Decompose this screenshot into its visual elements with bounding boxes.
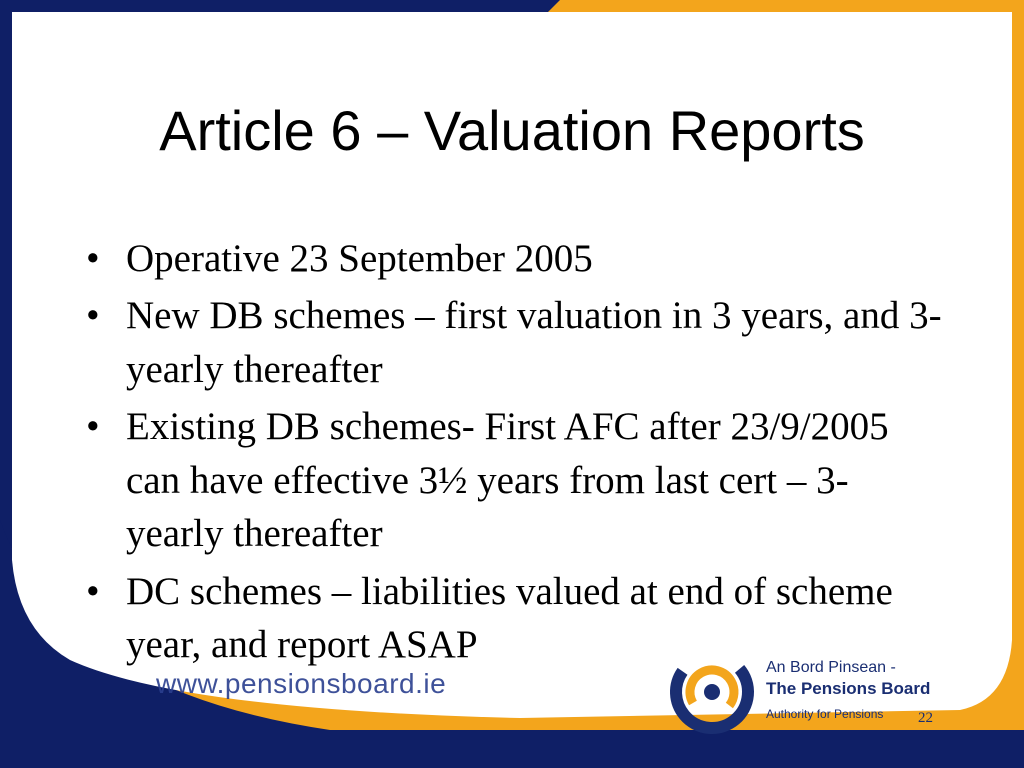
pensions-board-logo-icon xyxy=(668,648,756,736)
bullet-item xyxy=(86,565,946,672)
bullet-icon: • xyxy=(86,569,100,613)
brand-name: The Pensions Board xyxy=(766,679,931,698)
bullet-item xyxy=(86,400,946,560)
bullet-icon: • xyxy=(86,405,100,449)
bullet-icon: • xyxy=(86,294,100,338)
bullet-text: DC schemes – liabilities valued at end of scheme year, and report ASAP xyxy=(126,569,893,666)
brand-irish-name: An Bord Pinsean - xyxy=(766,659,896,676)
bullet-text: New DB schemes – first valuation in 3 years, and 3-yearly thereafter xyxy=(126,294,942,391)
page-number: 22 xyxy=(918,710,933,726)
bullet-text: Operative 23 September 2005 xyxy=(126,237,593,280)
bullet-text: Existing DB schemes- First AFC after 23/9/2005 can have effective 3½ years from last cert – 3-yearly thereafter xyxy=(126,405,889,556)
bullet-item xyxy=(86,232,946,285)
bullet-item xyxy=(86,289,946,396)
brand-block xyxy=(766,658,930,724)
brand-tagline: Authority for Pensions xyxy=(766,707,884,721)
bullet-list xyxy=(86,232,946,675)
bullet-icon: • xyxy=(86,237,100,280)
slide-title: Article 6 – Valuation Reports xyxy=(159,99,865,162)
website-link[interactable]: www.pensionsboard.ie xyxy=(156,668,447,699)
